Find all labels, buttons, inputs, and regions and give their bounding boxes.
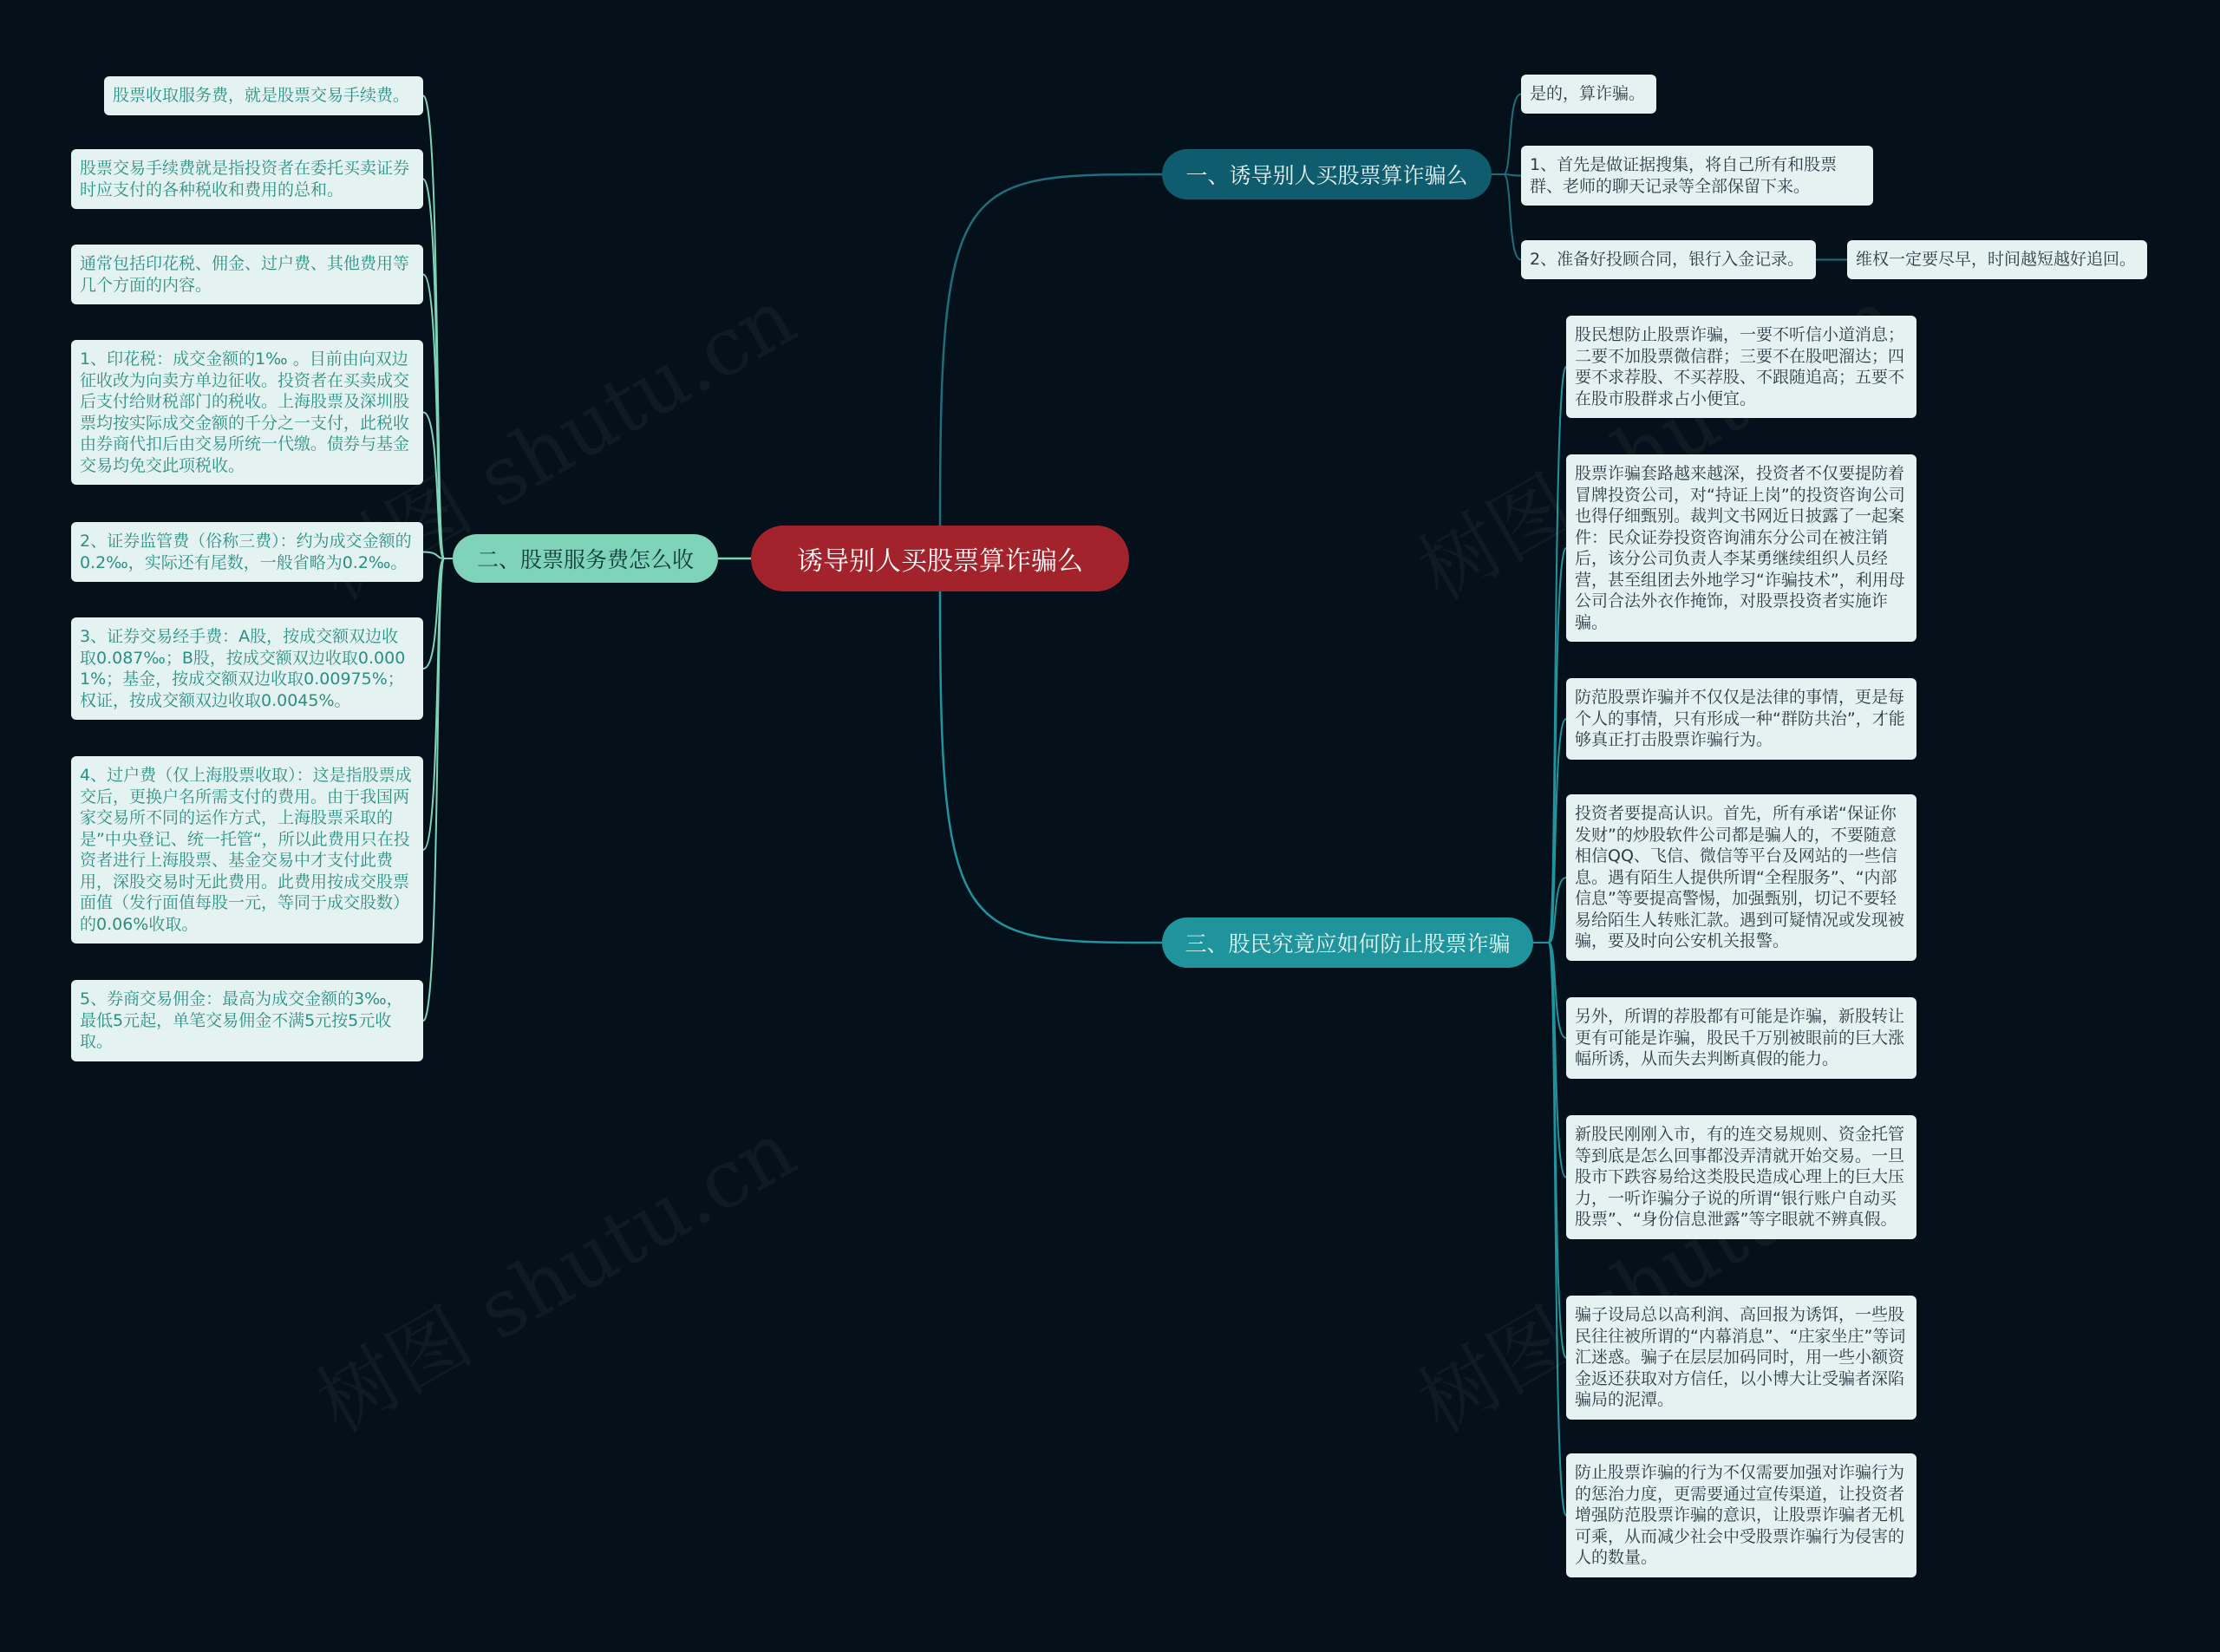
link-b1-child-0 bbox=[1504, 95, 1521, 175]
leaf-node[interactable]: 投资者要提高认识。首先，所有承诺“保证你发财”的炒股软件公司都是骗人的，不要随意相信QQ、飞信、微信等平台及网站的一些信息。遇有陌生人提供所谓“全程服务”、“内部信息”等要提高警惕，加强甄别，切记不要轻易给陌生人转账汇款。遇到可疑情况或发现被骗，要及时向公安机关报警。 bbox=[1566, 794, 1916, 961]
leaf-node[interactable]: 新股民刚刚入市，有的连交易规则、资金托管等到底是怎么回事都没弄清就开始交易。一旦股市下跌容易给这类股民造成心理上的巨大压力，一听诈骗分子说的所谓“银行账户自动买股票”、“身份信息泄露”等字眼就不辨真假。 bbox=[1566, 1115, 1916, 1239]
branch-topic-service-fee[interactable]: 二、股票服务费怎么收 bbox=[453, 534, 718, 583]
leaf-node[interactable]: 股票交易手续费就是指投资者在委托买卖证券时应支付的各种税收和费用的总和。 bbox=[71, 149, 423, 209]
leaf-node[interactable]: 防范股票诈骗并不仅仅是法律的事情，更是每个人的事情，只有形成一种“群防共治”，才能够真正打击股票诈骗行为。 bbox=[1566, 678, 1916, 760]
leaf-node[interactable]: 2、准备好投顾合同，银行入金记录。 bbox=[1521, 240, 1816, 279]
link-root-branch1 bbox=[940, 174, 1162, 526]
link-b3-child-1 bbox=[1549, 548, 1566, 943]
leaf-node[interactable]: 防止股票诈骗的行为不仅需要加强对诈骗行为的惩治力度，更需要通过宣传渠道，让投资者增强防范股票诈骗的意识，让股票诈骗者无机可乘，从而减少社会中受股票诈骗行为侵害的人的数量。 bbox=[1566, 1453, 1916, 1577]
root-topic[interactable]: 诱导别人买股票算诈骗么 bbox=[751, 526, 1129, 591]
leaf-node[interactable]: 维权一定要尽早，时间越短越好追回。 bbox=[1847, 240, 2147, 279]
link-root-branch3 bbox=[940, 591, 1162, 943]
leaf-node[interactable]: 股票收取服务费，就是股票交易手续费。 bbox=[104, 76, 423, 115]
leaf-node[interactable]: 1、印花税：成交金额的1‰ 。目前由向双边征收改为向卖方单边征收。投资者在买卖成交后支付给财税部门的税收。上海股票及深圳股票均按实际成交金额的千分之一支付，此税收由券商代扣后由交易所统一代缴。债券与基金交易均免交此项税收。 bbox=[71, 340, 423, 485]
leaf-node[interactable]: 股票诈骗套路越来越深，投资者不仅要提防着冒牌投资公司，对“持证上岗”的投资咨询公司也得仔细甄别。裁判文书网近日披露了一起案件：民众证券投资咨询浦东分公司在被注销后，该分公司负责人李某勇继续组织人员经营，甚至组团去外地学习“诈骗技术”，利用母公司合法外衣作掩饰，对股票投资者实施诈骗。 bbox=[1566, 454, 1916, 642]
leaf-node[interactable]: 1、首先是做证据搜集，将自己所有和股票群、老师的聊天记录等全部保留下来。 bbox=[1521, 146, 1873, 206]
leaf-node[interactable]: 2、证券监管费（俗称三费）：约为成交金额的0.2‰，实际还有尾数，一般省略为0.2‰。 bbox=[71, 522, 423, 582]
leaf-node[interactable]: 骗子设局总以高利润、高回报为诱饵，一些股民往往被所谓的“内幕消息”、“庄家坐庄”等词汇迷惑。骗子在层层加码同时，用一些小额资金返还获取对方信任，以小博大让受骗者深陷骗局的泥潭。 bbox=[1566, 1296, 1916, 1420]
leaf-node[interactable]: 通常包括印花税、佣金、过户费、其他费用等几个方面的内容。 bbox=[71, 245, 423, 304]
branch-topic-prevention[interactable]: 三、股民究竟应如何防止股票诈骗 bbox=[1162, 917, 1533, 968]
branch-topic-fraud-definition[interactable]: 一、诱导别人买股票算诈骗么 bbox=[1162, 149, 1492, 199]
leaf-node[interactable]: 3、证券交易经手费：A股，按成交额双边收取0.087‰；B股，按成交额双边收取0.0001%；基金，按成交额双边收取0.00975%；权证，按成交额双边收取0.0045%。 bbox=[71, 617, 423, 720]
leaf-node[interactable]: 是的，算诈骗。 bbox=[1521, 75, 1656, 114]
leaf-node[interactable]: 5、券商交易佣金：最高为成交金额的3‰，最低5元起，单笔交易佣金不满5元按5元收取。 bbox=[71, 980, 423, 1061]
link-b1-child-2 bbox=[1504, 174, 1521, 260]
link-b1-child-1 bbox=[1504, 174, 1521, 176]
leaf-node[interactable]: 另外，所谓的荐股都有可能是诈骗，新股转让更有可能是诈骗，股民千万别被眼前的巨大涨幅所诱，从而失去判断真假的能力。 bbox=[1566, 997, 1916, 1079]
leaf-node[interactable]: 股民想防止股票诈骗，一要不听信小道消息；二要不加股票微信群；三要不在股吧溜达；四要不求荐股、不买荐股、不跟随追高；五要不在股市股群求占小便宜。 bbox=[1566, 316, 1916, 418]
leaf-node[interactable]: 4、过户费（仅上海股票收取）：这是指股票成交后，更换户名所需支付的费用。由于我国两家交易所不同的运作方式，上海股票采取的是”中央登记、统一托管“，所以此费用只在投资者进行上海股票、基金交易中才支付此费用，深股交易时无此费用。此费用按成交股票面值（发行面值每股一元，等同于成交股数）的0.06%收取。 bbox=[71, 756, 423, 944]
